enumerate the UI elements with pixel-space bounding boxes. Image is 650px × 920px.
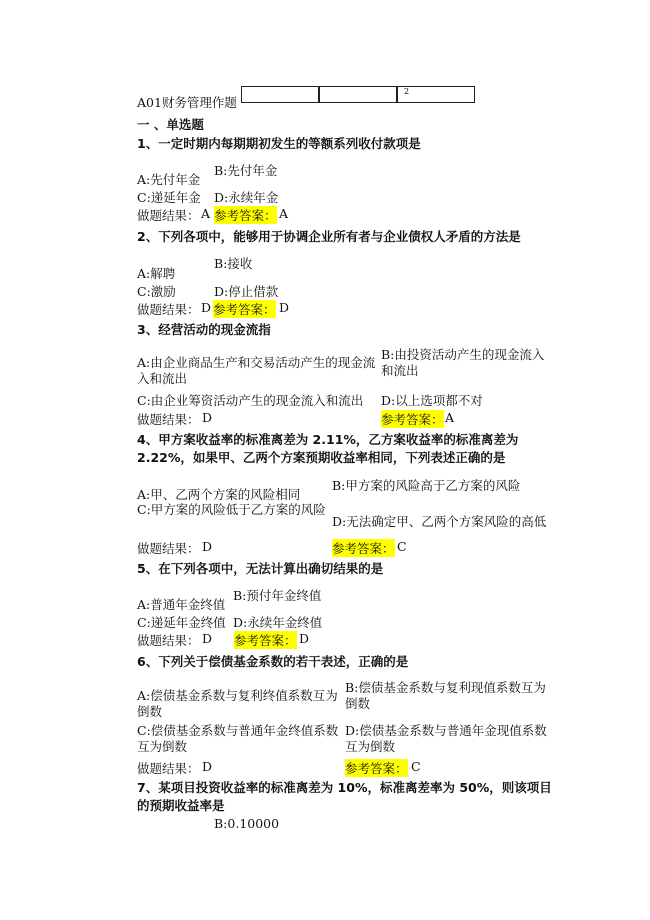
q4-option-b: B:甲方案的风险高于乙方案的风险 <box>332 478 521 493</box>
q6-stem: 6、下列关于偿债基金系数的若干表述，正确的是 <box>137 654 409 669</box>
q6-result-label: 做题结果： <box>137 761 200 776</box>
q1-result: A <box>201 206 211 221</box>
q4-answer: C <box>397 539 407 554</box>
q5-stem: 5、在下列各项中，无法计算出确切结果的是 <box>137 561 384 576</box>
q5-result: D <box>202 631 213 646</box>
q3-option-c: C:由企业筹资活动产生的现金流入和流出 <box>137 393 364 408</box>
q5-answer-label: 参考答案： <box>234 633 297 648</box>
q6-option-a: A:偿债基金系数与复利终值系数互为倒数 <box>137 688 338 719</box>
q1-result-label: 做题结果： <box>137 208 200 223</box>
q4-result: D <box>202 539 213 554</box>
q6-option-c: C:偿债基金系数与普通年金终值系数互为倒数 <box>137 723 339 754</box>
q6-answer: C <box>411 759 421 774</box>
q2-option-b: B:接收 <box>214 256 253 271</box>
q1-option-d: D:永续年金 <box>214 190 279 205</box>
q2-option-c: C:激励 <box>137 284 176 299</box>
q4-option-d: D:无法确定甲、乙两个方案风险的高低 <box>332 514 547 529</box>
q5-result-label: 做题结果： <box>137 633 200 648</box>
q3-answer-label: 参考答案： <box>381 412 444 427</box>
q6-option-b: B:偿债基金系数与复利现值系数互为倒数 <box>345 680 546 711</box>
q2-answer-label: 参考答案： <box>213 302 276 317</box>
q6-answer-label: 参考答案： <box>345 761 408 776</box>
header-box-1 <box>241 86 319 103</box>
q6-option-d: D:偿债基金系数与普通年金现值系数互为倒数 <box>345 723 547 754</box>
q3-answer: A <box>445 410 455 425</box>
q1-option-a: A:先付年金 <box>137 172 201 187</box>
q2-option-d: D:停止借款 <box>214 284 279 299</box>
q1-option-b: B:先付年金 <box>214 163 278 178</box>
q1-option-c: C:递延年金 <box>137 190 201 205</box>
q1-answer-label: 参考答案： <box>214 208 277 223</box>
q3-option-b: B:由投资活动产生的现金流入和流出 <box>381 347 545 378</box>
q3-stem: 3、经营活动的现金流指 <box>137 322 271 337</box>
q5-option-b: B:预付年金终值 <box>233 588 322 603</box>
q3-result: D <box>202 410 213 425</box>
q3-option-d: D:以上选项都不对 <box>381 393 483 408</box>
header-box-3: 2 <box>397 86 475 103</box>
q4-stem: 4、甲方案收益率的标准离差为 2.11%，乙方案收益率的标准离差为 2.22%，如果甲、乙两个方案预期收益率相同，下列表述正确的是 <box>137 432 519 465</box>
q7-option-b: B:0.10000 <box>214 816 280 831</box>
q4-option-c: C:甲方案的风险低于乙方案的风险 <box>137 502 326 517</box>
q5-option-a: A:普通年金终值 <box>137 597 226 612</box>
doc-title: A01财务管理作题 <box>137 95 237 110</box>
q2-result-label: 做题结果： <box>137 302 200 317</box>
q2-answer: D <box>279 300 290 315</box>
section-heading: 一 、单选题 <box>137 117 204 132</box>
q4-result-label: 做题结果： <box>137 541 200 556</box>
q2-option-a: A:解聘 <box>137 266 176 281</box>
q5-option-c: C:递延年金终值 <box>137 615 226 630</box>
q1-answer: A <box>279 206 289 221</box>
q5-option-d: D:永续年金终值 <box>233 615 323 630</box>
q5-answer: D <box>299 631 310 646</box>
q3-result-label: 做题结果： <box>137 412 200 427</box>
q6-result: D <box>202 759 213 774</box>
header-box-2 <box>319 86 397 103</box>
q7-stem: 7、某项目投资收益率的标准离差为 10%，标准离差率为 50%，则该项目的预期收益率是 <box>137 780 552 813</box>
q1-stem: 1、一定时期内每期期初发生的等额系列收付款项是 <box>137 136 421 151</box>
q4-option-a: A:甲、乙两个方案的风险相同 <box>137 487 301 502</box>
q2-result: D <box>201 300 212 315</box>
q3-option-a: A:由企业商品生产和交易活动产生的现金流入和流出 <box>137 355 376 386</box>
q2-stem: 2、下列各项中，能够用于协调企业所有者与企业债权人矛盾的方法是 <box>137 229 521 244</box>
q4-answer-label: 参考答案： <box>332 541 395 556</box>
